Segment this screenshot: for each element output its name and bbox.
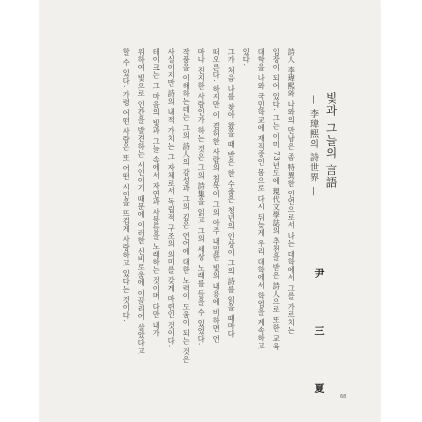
body-line: 할 수 있다. 가령 어떤 사람은 또 어떤 시인을 뜨겁게 사랑하고 있다는 것이다. <box>122 48 132 323</box>
body-line: 그가 처음 나를 찾아 왔을 때 받은 한 수줍은 청년의 인상이 그의 詩를 읽을 때마다 <box>227 48 237 338</box>
article-subtitle: — 李瑋熙의 詩世界 — <box>308 95 318 197</box>
body-line: 詩人 李瑋熙와 나와의 만남은 좀 特異한 인연으로서 나는 대학에서 그를 가르치는 <box>287 48 297 335</box>
body-line: 떠오른다. 하지만 이 겸허한 사람의 침묵이 그의 아주 내밀한 빛의 내용에 비하면 언 <box>212 48 222 343</box>
body-line: 입장이 되어 있다. 그는 이미 73년도에 現代文學誌의 추천을 받은 詩人으로 또한 교육 <box>272 48 282 351</box>
author-name: 尹 三 夏 <box>312 268 323 415</box>
body-line: 작품을 이해하는데는 그의 詩人의 감성과 그의 깊은 언어에 대한 노력이 도움이 되는 것은 <box>182 48 192 364</box>
body-line: 대학을 나와 국민학교에 재직중인 몸으로 다시 뒤늦게 우리 대학에서 학업을 계속하고 <box>257 48 267 350</box>
page-number: 68 <box>340 394 347 400</box>
book-page <box>40 0 380 422</box>
body-line: 마나 진지한 사람인가 하는 것은 그의 詩集을 읽고 그의 세상 노래를 들을 수 있었다. <box>197 48 207 346</box>
body-line: 사실이지만 詩의 내적 가치는 그 자체로서 독립적 구조의 의미를 갖게 마련인 것이다. <box>167 48 177 348</box>
body-line: 테이크는 그 마음의 빛과 그늘 속에서 자연과 사물들을 노래하는 것이며 다만 내가 <box>152 48 162 338</box>
body-line: 있다. <box>242 48 252 67</box>
article-title: 빛과 그늘의 言語 <box>324 92 339 189</box>
body-line: 위하여 빛으로 인간을 발견하는 시인이기 때문에 이러한 신비로움에 이끌리어 살았다고 <box>137 48 147 355</box>
